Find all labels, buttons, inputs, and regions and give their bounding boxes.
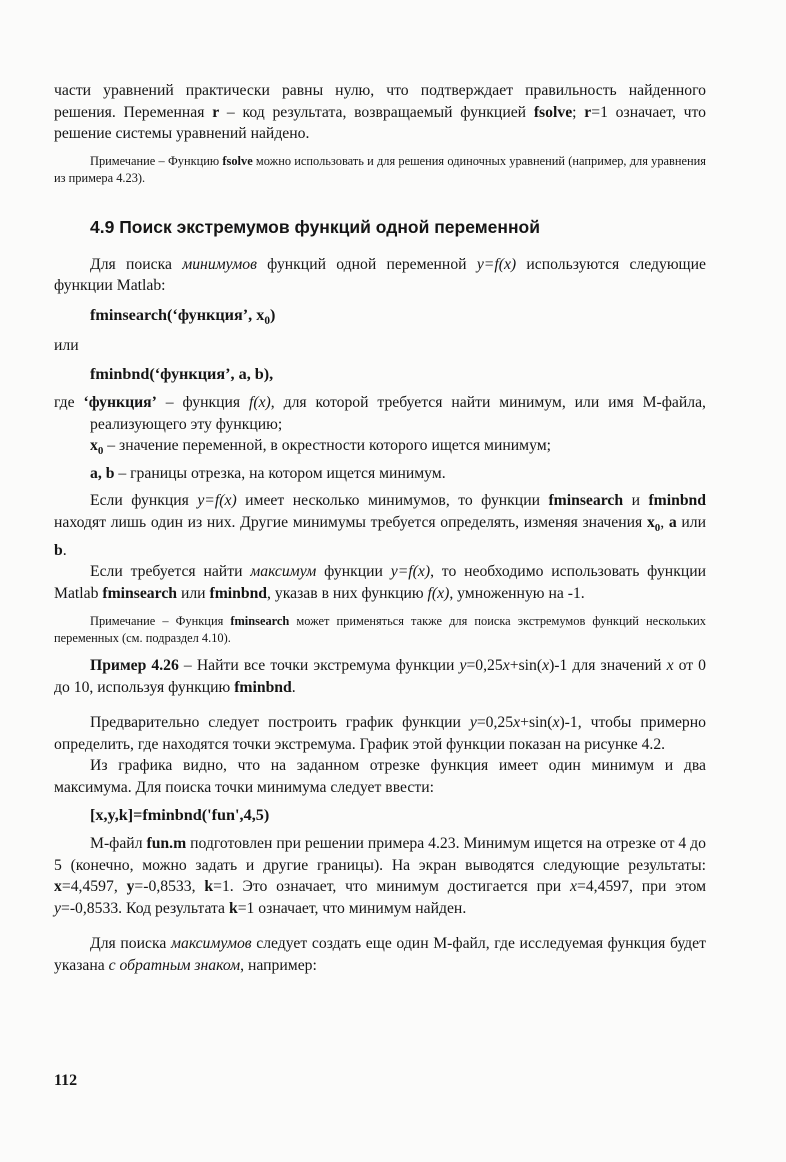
page-content (54, 80, 706, 976)
paragraph-multiple-minima: Если функция y=f(x) имеет несколько минимумов, то функции fminsearch и fminbnd находят лишь один из них. Другие минимумы требуется определять, изменяя значения $x_0$, a или b. (54, 492, 707, 559)
paragraph-fsolve-result: части уравнений практически равны нулю, что подтверждает правильность найденного решения. Переменная r – код результата, возвращаемый функцией fsolve; r=1 означает, что решение системы уравнений найдено. (54, 82, 706, 142)
paragraph-mfile-results: М-файл fun.m подготовлен при решении примера 4.23. Минимум ищется на отрезке от 4 до 5 (конечно, можно задать и другие границы). На экран выводятся следующие результаты: x=4,4597, y=-0,8533, k=1. Это означает, что минимум достигается при x=4,4597, при этом y=-0,8533. Код результата k=1 означает, что минимум найден. (54, 835, 706, 917)
paragraph-minimum-intro: Для поиска минимумов функций одной переменной y=f(x) используются следующие функции Matlab: (54, 255, 706, 294)
definition-function: где ‘функция’ – функция f(x), для которой требуется найти минимум, или имя М-файла, реализующего эту функцию; (54, 394, 706, 433)
example-4-26: Пример 4.26 – Найти все точки экстремума функции y=0,25x+sin(x)-1 для значений x от 0 до 10, используя функцию fminbnd. (54, 657, 706, 696)
definition-ab: a, b – границы отрезка, на котором ищется минимум. (90, 464, 446, 482)
paragraph-maximum: Если требуется найти максимум функции y=f(x), то необходимо использовать функции Matlab fminsearch или fminbnd, указав в них функцию f(x), умноженную на -1. (54, 563, 706, 602)
word-or: или (54, 336, 79, 354)
formula-fminbnd-call: [x,y,k]=fminbnd('fun',4,5) (90, 806, 270, 825)
section-heading: 4.9 Поиск экстремумов функций одной переменной (90, 216, 540, 237)
formula-fminbnd: fminbnd(‘функция’, a, b), (90, 365, 274, 384)
note-fminsearch: Примечание – Функция fminsearch может применяться также для поиска экстремумов функций нескольких переменных (см. подраздел 4.10). (54, 614, 706, 646)
paragraph-graph-shows: Из графика видно, что на заданном отрезке функция имеет один минимум и два максимума. Для поиска точки минимума следует ввести: (54, 757, 706, 796)
definition-x0: $x_0$ – значение переменной, в окрестности которого ищется минимум; (90, 437, 551, 458)
page-number: 112 (54, 1072, 78, 1089)
paragraph-maximum-search: Для поиска максимумов следует создать еще один М-файл, где исследуемая функция будет указана с обратным знаком, например: (54, 935, 706, 974)
note-fsolve: Примечание – Функцию fsolve можно использовать и для решения одиночных уравнений (например, для уравнения из примера 4.23). (54, 153, 706, 185)
paragraph-plot-first: Предварительно следует построить график функции y=0,25x+sin(x)-1, чтобы примерно определить, где находятся точки экстремума. График этой функции показан на рисунке 4.2. (54, 714, 706, 753)
formula-fminsearch: fminsearch(‘функция’, $x_0$) (90, 305, 276, 327)
